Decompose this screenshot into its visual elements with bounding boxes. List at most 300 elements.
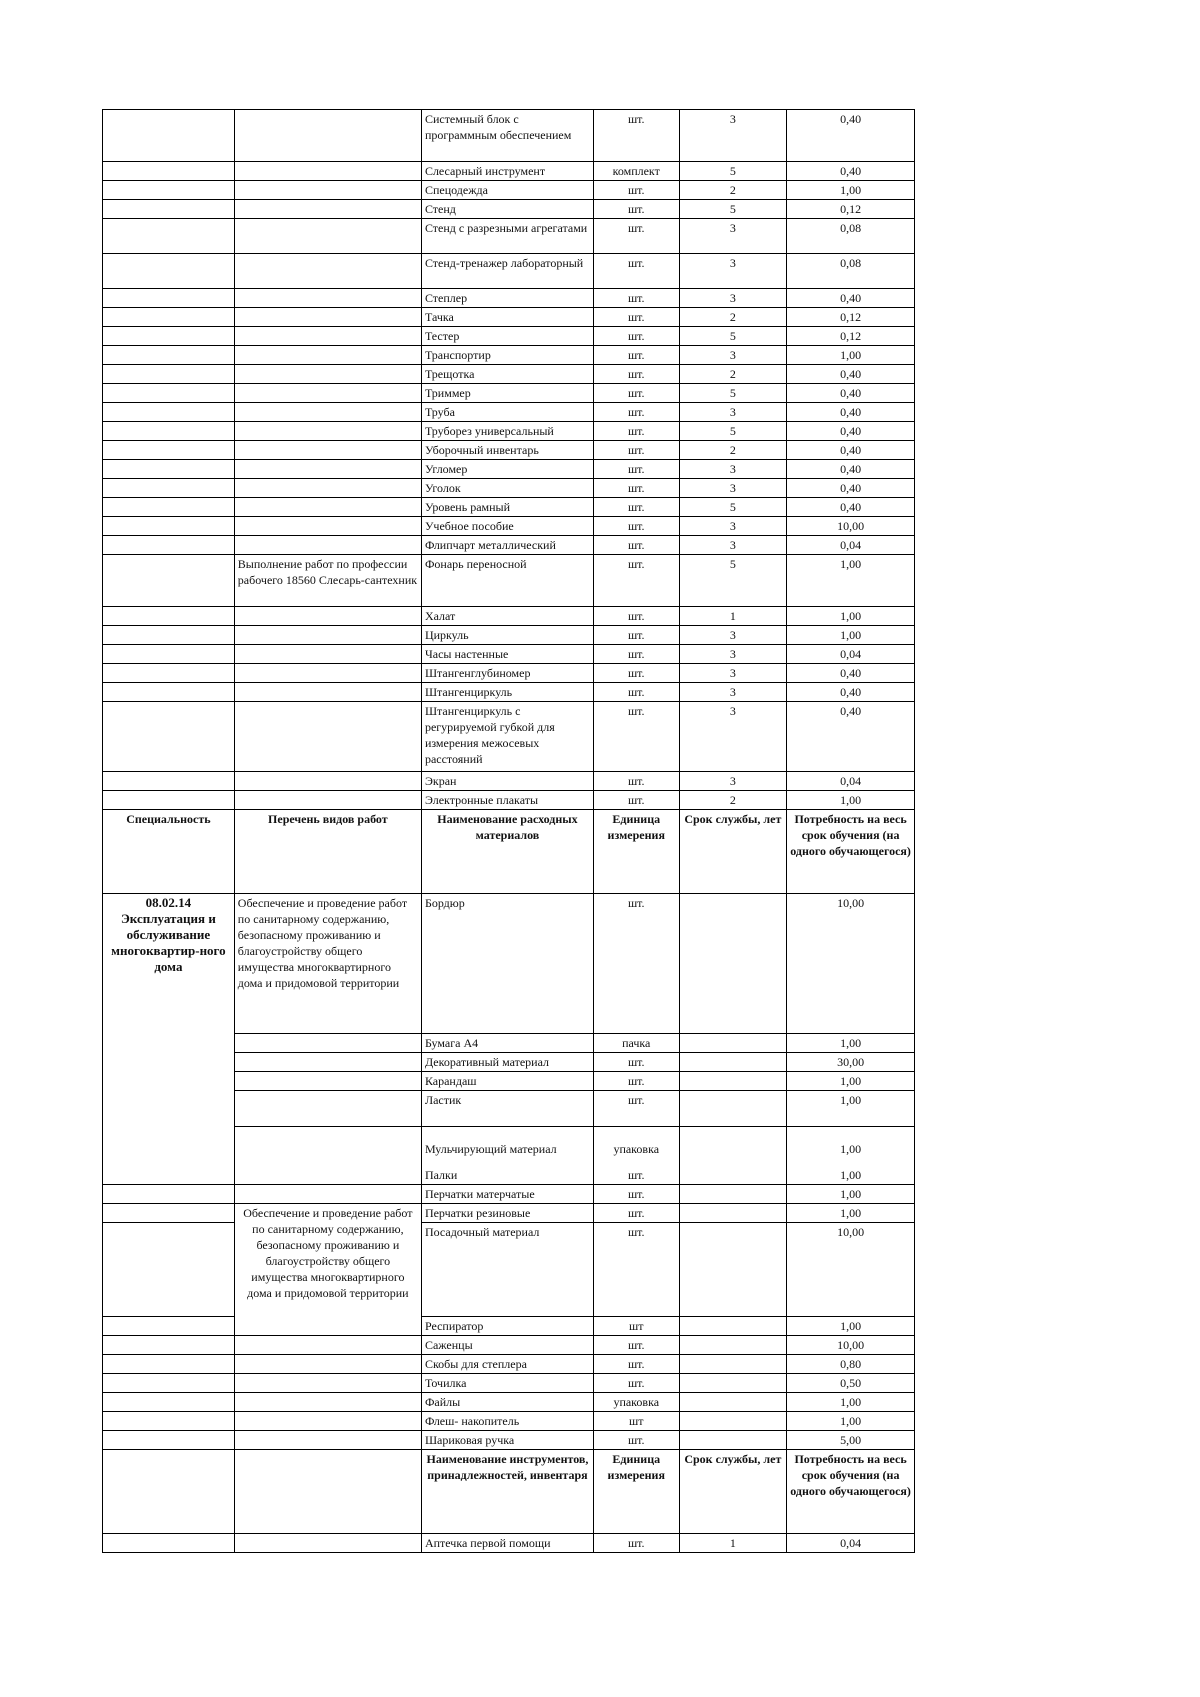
specialty-empty	[103, 327, 235, 346]
material-row	[103, 1431, 915, 1450]
specialty-empty	[103, 200, 235, 219]
specialty-empty	[103, 702, 235, 772]
equipment-need: 10,00	[787, 517, 915, 536]
specialty-empty	[103, 555, 235, 607]
equipment-unit: комплект	[593, 162, 679, 181]
work-empty	[234, 365, 421, 384]
equipment-name: Циркуль	[421, 626, 593, 645]
equipment-row	[103, 626, 915, 645]
equipment-unit: шт.	[593, 365, 679, 384]
equipment-name: Триммер	[421, 384, 593, 403]
material-name: Палки	[424, 1168, 458, 1182]
equipment-row	[103, 683, 915, 702]
work-empty	[234, 1431, 421, 1450]
equipment-name: Слесарный инструмент	[421, 162, 593, 181]
material-need: 1,00	[840, 1142, 862, 1156]
equipment-life: 5	[679, 327, 787, 346]
section2-tail	[103, 1336, 915, 1450]
work-empty	[234, 254, 421, 289]
equipment-row	[103, 181, 915, 200]
equipment-unit: шт.	[593, 254, 679, 289]
section1-body	[103, 110, 915, 555]
material-unit: шт.	[593, 1072, 679, 1091]
material-need: 1,00	[787, 1185, 915, 1204]
equipment-need: 1,00	[787, 181, 915, 200]
header3-empty	[103, 1450, 235, 1534]
equipment-row	[103, 645, 915, 664]
specialty-cell: 08.02.14 Эксплуатация и обслуживание многоквартир-ного дома	[103, 894, 235, 1185]
equipment-need: 0,40	[787, 683, 915, 702]
material-name: Мульчирующий материал	[424, 1142, 557, 1156]
specialty-empty	[103, 1412, 235, 1431]
equipment-name: Трещотка	[421, 365, 593, 384]
work-empty	[234, 645, 421, 664]
work-empty	[234, 1185, 421, 1204]
material-life	[679, 1355, 787, 1374]
equipment-unit: шт.	[593, 441, 679, 460]
equipment-name: Флипчарт металлический	[421, 536, 593, 555]
material-life	[679, 1034, 787, 1053]
equipment-life: 2	[679, 441, 787, 460]
equipment-life: 5	[679, 200, 787, 219]
equipment-unit: шт.	[593, 791, 679, 810]
equipment-life: 3	[679, 289, 787, 308]
equipment-life: 2	[679, 791, 787, 810]
material-need: 1,00	[787, 1393, 915, 1412]
equipment-row	[103, 384, 915, 403]
work-empty	[234, 517, 421, 536]
specialty-empty	[103, 1336, 235, 1355]
equipment-name: Уголок	[421, 479, 593, 498]
material-need-pair	[787, 1127, 915, 1185]
equipment-unit: шт.	[593, 308, 679, 327]
work-empty	[234, 479, 421, 498]
specialty-empty	[103, 384, 235, 403]
header-unit: Единица измерения	[593, 1450, 679, 1534]
work-empty	[234, 308, 421, 327]
work-empty	[234, 536, 421, 555]
equipment-need: 0,40	[787, 110, 915, 162]
material-need: 1,00	[787, 1034, 915, 1053]
material-need: 1,00	[840, 1168, 862, 1182]
material-name: Ластик	[421, 1091, 593, 1127]
material-life	[679, 1336, 787, 1355]
equipment-name: Тестер	[421, 327, 593, 346]
equipment-name: Часы настенные	[421, 645, 593, 664]
specialty-empty	[103, 517, 235, 536]
equipment-unit: шт.	[593, 200, 679, 219]
material-unit: шт.	[593, 1185, 679, 1204]
equipment-unit: шт.	[593, 327, 679, 346]
material-row	[103, 1393, 915, 1412]
material-life	[679, 894, 787, 1034]
section2-body	[103, 894, 915, 1336]
material-unit: шт	[593, 1412, 679, 1431]
tool-name: Аптечка первой помощи	[421, 1534, 593, 1553]
equipment-name: Штангенциркуль с регурируемой губкой для измерения межосевых расстояний	[421, 702, 593, 772]
specialty-empty	[103, 791, 235, 810]
equipment-life: 3	[679, 460, 787, 479]
equipment-life: 5	[679, 422, 787, 441]
material-need: 1,00	[787, 1091, 915, 1127]
material-unit: шт.	[593, 1091, 679, 1127]
equipment-need: 0,40	[787, 664, 915, 683]
material-need: 10,00	[787, 894, 915, 1034]
equipment-unit: шт.	[593, 772, 679, 791]
equipment-name: Экран	[421, 772, 593, 791]
equipment-need: 1,00	[787, 346, 915, 365]
equipment-life: 5	[679, 384, 787, 403]
equipment-row	[103, 110, 915, 162]
material-name: Бумага А4	[421, 1034, 593, 1053]
material-need: 1,00	[787, 1412, 915, 1431]
equipment-need: 0,12	[787, 327, 915, 346]
equipment-unit: шт.	[593, 289, 679, 308]
equipment-unit: шт.	[593, 403, 679, 422]
work-empty	[234, 1393, 421, 1412]
material-name: Перчатки матерчатые	[421, 1185, 593, 1204]
work-empty	[234, 1034, 421, 1053]
equipment-name: Штангенглубиномер	[421, 664, 593, 683]
material-life	[679, 1127, 787, 1185]
equipment-need: 0,08	[787, 254, 915, 289]
header-life: Срок службы, лет	[679, 1450, 787, 1534]
material-name: Флеш- накопитель	[421, 1412, 593, 1431]
material-need: 5,00	[787, 1431, 915, 1450]
material-name: Перчатки резиновые	[421, 1204, 593, 1223]
equipment-unit: шт.	[593, 664, 679, 683]
header-works: Перечень видов работ	[234, 810, 421, 894]
tool-need: 0,04	[787, 1534, 915, 1553]
tool-life: 1	[679, 1534, 787, 1553]
section3-header	[103, 1450, 915, 1553]
material-life	[679, 1317, 787, 1336]
equipment-row	[103, 289, 915, 308]
equipment-row	[103, 254, 915, 289]
equipment-unit: шт.	[593, 517, 679, 536]
equipment-need: 0,12	[787, 308, 915, 327]
material-unit: пачка	[593, 1034, 679, 1053]
header3-empty	[234, 1450, 421, 1534]
equipment-row	[103, 702, 915, 772]
equipment-name: Штангенциркуль	[421, 683, 593, 702]
work-empty	[234, 327, 421, 346]
material-unit: упаковка	[593, 1393, 679, 1412]
material-row	[103, 1374, 915, 1393]
specialty-empty	[103, 1355, 235, 1374]
equipment-need: 0,04	[787, 645, 915, 664]
equipment-row	[103, 791, 915, 810]
equipment-row	[103, 555, 915, 607]
material-unit: шт.	[593, 1355, 679, 1374]
equipment-name: Халат	[421, 607, 593, 626]
equipment-row	[103, 460, 915, 479]
equipment-need: 0,12	[787, 200, 915, 219]
work-empty	[234, 460, 421, 479]
equipment-row	[103, 441, 915, 460]
equipment-row	[103, 327, 915, 346]
material-row	[103, 1412, 915, 1431]
equipment-life: 5	[679, 162, 787, 181]
equipment-name: Системный блок с программным обеспечением	[421, 110, 593, 162]
material-need: 0,80	[787, 1355, 915, 1374]
work-empty	[234, 1412, 421, 1431]
material-unit: шт.	[593, 1223, 679, 1317]
equipment-life: 3	[679, 346, 787, 365]
equipment-unit: шт.	[593, 181, 679, 200]
work-empty	[234, 607, 421, 626]
specialty-empty	[103, 162, 235, 181]
specialty-empty	[103, 1223, 235, 1317]
work-empty	[234, 1374, 421, 1393]
equipment-life: 3	[679, 403, 787, 422]
equipment-name: Электронные плакаты	[421, 791, 593, 810]
equipment-row	[103, 219, 915, 254]
equipment-unit: шт.	[593, 555, 679, 607]
equipment-need: 0,40	[787, 422, 915, 441]
equipment-unit: шт.	[593, 626, 679, 645]
header-material-name: Наименование расходных материалов	[421, 810, 593, 894]
equipment-need: 1,00	[787, 607, 915, 626]
work-empty	[234, 1355, 421, 1374]
specialty-empty	[103, 1185, 235, 1204]
equipment-life: 3	[679, 479, 787, 498]
equipment-need: 1,00	[787, 791, 915, 810]
equipment-name: Уборочный инвентарь	[421, 441, 593, 460]
equipment-life: 2	[679, 308, 787, 327]
material-name: Бордюр	[421, 894, 593, 1034]
material-row	[103, 1336, 915, 1355]
material-need: 1,00	[787, 1072, 915, 1091]
equipment-need: 0,04	[787, 536, 915, 555]
equipment-name: Труба	[421, 403, 593, 422]
equipment-need: 0,40	[787, 365, 915, 384]
equipment-need: 0,40	[787, 289, 915, 308]
work-empty	[234, 1053, 421, 1072]
specialty-empty	[103, 1204, 235, 1223]
equipment-unit: шт.	[593, 346, 679, 365]
material-name: Точилка	[421, 1374, 593, 1393]
material-unit: шт.	[593, 1431, 679, 1450]
equipment-need: 0,40	[787, 403, 915, 422]
material-need: 1,00	[787, 1204, 915, 1223]
equipment-need: 0,04	[787, 772, 915, 791]
equipment-unit: шт.	[593, 460, 679, 479]
equipment-life: 3	[679, 219, 787, 254]
specialty-empty	[103, 403, 235, 422]
specialty-empty	[103, 1317, 235, 1336]
header-need: Потребность на весь срок обучения (на одного обучающегося)	[787, 810, 915, 894]
equipment-row	[103, 479, 915, 498]
equipment-life: 3	[679, 254, 787, 289]
tool-unit: шт.	[593, 1534, 679, 1553]
material-life	[679, 1072, 787, 1091]
work-description: Обеспечение и проведение работ по санитарному содержанию, безопасному проживанию и благоустройству общего имущества многоквартирного дома и придомовой территории	[234, 894, 421, 1034]
work-empty	[234, 110, 421, 162]
specialty-empty	[103, 1374, 235, 1393]
equipment-unit: шт.	[593, 645, 679, 664]
section1b-body	[103, 555, 915, 810]
work-empty	[234, 1091, 421, 1127]
equipment-name: Тачка	[421, 308, 593, 327]
material-name: Карандаш	[421, 1072, 593, 1091]
specialty-empty	[103, 365, 235, 384]
work-empty	[234, 626, 421, 645]
material-life	[679, 1204, 787, 1223]
material-unit-pair	[593, 1127, 679, 1185]
header-specialty: Специальность	[103, 810, 235, 894]
material-unit: шт.	[593, 894, 679, 1034]
work-empty	[234, 162, 421, 181]
equipment-need: 1,00	[787, 555, 915, 607]
specialty-empty	[103, 536, 235, 555]
header-unit: Единица измерения	[593, 810, 679, 894]
material-life	[679, 1185, 787, 1204]
work-empty	[234, 346, 421, 365]
material-life	[679, 1223, 787, 1317]
equipment-row	[103, 200, 915, 219]
specialty-empty	[103, 422, 235, 441]
specialty-empty	[103, 645, 235, 664]
equipment-life: 3	[679, 683, 787, 702]
equipment-name: Уровень рамный	[421, 498, 593, 517]
material-name: Респиратор	[421, 1317, 593, 1336]
equipment-row	[103, 346, 915, 365]
specialty-empty	[103, 219, 235, 254]
work-empty	[234, 1336, 421, 1355]
equipment-life: 3	[679, 536, 787, 555]
equipment-unit: шт.	[593, 498, 679, 517]
material-life	[679, 1431, 787, 1450]
work-empty	[234, 422, 421, 441]
equipment-life: 3	[679, 626, 787, 645]
material-need: 30,00	[787, 1053, 915, 1072]
equipment-need: 0,40	[787, 498, 915, 517]
header-life: Срок службы, лет	[679, 810, 787, 894]
equipment-row	[103, 403, 915, 422]
work-empty	[234, 772, 421, 791]
specialty-empty	[103, 772, 235, 791]
equipment-life: 3	[679, 110, 787, 162]
material-life	[679, 1374, 787, 1393]
header-tool-name: Наименование инструментов, принадлежностей, инвентаря	[421, 1450, 593, 1534]
equipment-need: 0,08	[787, 219, 915, 254]
material-name: Декоративный материал	[421, 1053, 593, 1072]
specialty-empty	[103, 683, 235, 702]
work-empty	[234, 1534, 421, 1553]
equipment-row	[103, 162, 915, 181]
equipment-unit: шт.	[593, 479, 679, 498]
equipment-row	[103, 772, 915, 791]
equipment-life: 1	[679, 607, 787, 626]
equipment-table	[102, 109, 915, 1553]
equipment-row	[103, 365, 915, 384]
equipment-life: 3	[679, 645, 787, 664]
material-name: Посадочный материал	[421, 1223, 593, 1317]
work-empty	[234, 664, 421, 683]
specialty-empty	[103, 441, 235, 460]
work-empty	[234, 200, 421, 219]
specialty-empty	[103, 181, 235, 200]
work-empty	[234, 384, 421, 403]
equipment-need: 0,40	[787, 479, 915, 498]
specialty-empty	[103, 460, 235, 479]
equipment-row	[103, 664, 915, 683]
work-empty	[234, 683, 421, 702]
work-empty	[234, 791, 421, 810]
work-empty	[234, 1127, 421, 1185]
equipment-need: 0,40	[787, 384, 915, 403]
equipment-name: Спецодежда	[421, 181, 593, 200]
work-description: Выполнение работ по профессии рабочего 18560 Слесарь-сантехник	[234, 555, 421, 607]
specialty-empty	[103, 110, 235, 162]
material-need: 1,00	[787, 1317, 915, 1336]
material-need: 10,00	[787, 1223, 915, 1317]
material-life	[679, 1412, 787, 1431]
equipment-name: Угломер	[421, 460, 593, 479]
equipment-name: Стенд с разрезными агрегатами	[421, 219, 593, 254]
material-name: Саженцы	[421, 1336, 593, 1355]
equipment-unit: шт.	[593, 536, 679, 555]
material-unit: упаковка	[613, 1142, 660, 1156]
equipment-need: 1,00	[787, 626, 915, 645]
material-need: 10,00	[787, 1336, 915, 1355]
equipment-life: 2	[679, 181, 787, 200]
specialty-empty	[103, 254, 235, 289]
equipment-unit: шт.	[593, 683, 679, 702]
equipment-row	[103, 517, 915, 536]
equipment-life: 3	[679, 772, 787, 791]
specialty-empty	[103, 479, 235, 498]
specialty-empty	[103, 498, 235, 517]
section2-header	[103, 810, 915, 894]
material-life	[679, 1393, 787, 1412]
material-life	[679, 1091, 787, 1127]
material-name: Скобы для степлера	[421, 1355, 593, 1374]
equipment-life: 5	[679, 555, 787, 607]
header-need: Потребность на весь срок обучения (на одного обучающегося)	[787, 1450, 915, 1534]
equipment-need: 0,40	[787, 441, 915, 460]
work-empty	[234, 441, 421, 460]
equipment-name: Степлер	[421, 289, 593, 308]
work-empty	[234, 403, 421, 422]
work-description: Обеспечение и проведение работ по санитарному содержанию, безопасному проживанию и благоустройству общего имущества многоквартирного дома и придомовой территории	[234, 1204, 421, 1336]
material-unit: шт	[593, 1317, 679, 1336]
material-unit: шт.	[593, 1204, 679, 1223]
equipment-life: 3	[679, 517, 787, 536]
specialty-empty	[103, 1431, 235, 1450]
equipment-life: 3	[679, 664, 787, 683]
equipment-name: Фонарь переносной	[421, 555, 593, 607]
equipment-name: Стенд	[421, 200, 593, 219]
specialty-empty	[103, 308, 235, 327]
equipment-need: 0,40	[787, 702, 915, 772]
equipment-unit: шт.	[593, 110, 679, 162]
equipment-name: Труборез универсальный	[421, 422, 593, 441]
material-name: Файлы	[421, 1393, 593, 1412]
material-pair	[421, 1127, 593, 1185]
work-empty	[234, 498, 421, 517]
material-unit: шт.	[593, 1053, 679, 1072]
equipment-unit: шт.	[593, 422, 679, 441]
equipment-life: 5	[679, 498, 787, 517]
equipment-unit: шт.	[593, 219, 679, 254]
specialty-empty	[103, 1534, 235, 1553]
work-empty	[234, 181, 421, 200]
equipment-row	[103, 498, 915, 517]
equipment-row	[103, 308, 915, 327]
equipment-life: 3	[679, 702, 787, 772]
